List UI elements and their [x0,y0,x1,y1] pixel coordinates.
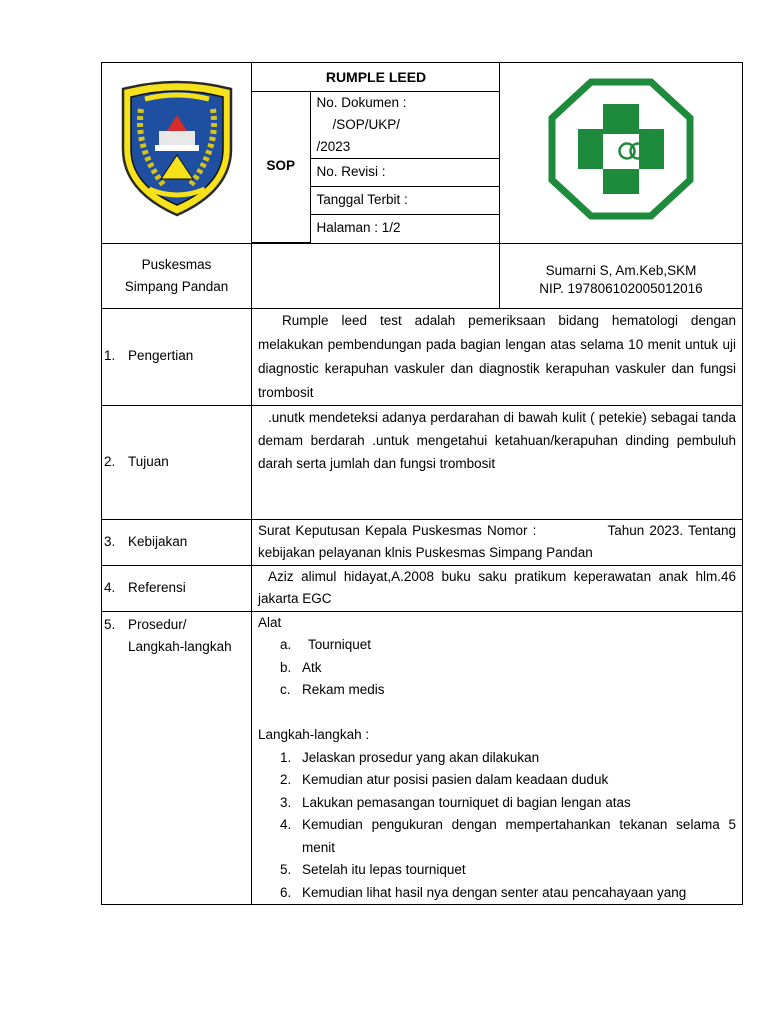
procedure-cell [252,611,743,905]
list-item: 4. Kemudian pengukuran dengan mempertahankan tekanan selama 5 menit [280,817,736,855]
section-text: Rumple leed test adalah pemeriksaan bidang hematologi dengan melakukan pembendungan pada bagian lengan atas selama 10 menit untuk uji diagnostic kerapuhan vaskuler dan diagnostik kerapuhan vaskuler dan fungsi trombosit [252,309,743,406]
list-item: 5. Setelah itu lepas tourniquet [280,862,466,877]
signer-nip: NIP. 197806102005012016 [539,280,703,296]
doc-number-label: No. Dokumen : [316,94,407,110]
list-item: a. Tourniquet [280,637,372,652]
section-label-cell [102,405,252,519]
section-label: Tujuan [128,453,169,469]
revision-number: No. Revisi : [310,158,500,186]
puskesmas-logo-icon [548,78,694,220]
doc-number-value-2: /2023 [316,138,351,154]
regency-logo-cell [102,63,252,244]
section-label-cell [102,519,252,565]
sop-document [101,62,742,905]
doc-number-cell [310,91,500,158]
list-item: 1. Jelaskan prosedur yang akan dilakukan [280,749,540,765]
section-number: 4. [104,579,116,595]
section-label-2: Langkah-langkah [128,639,232,654]
section-number: 3. [104,533,116,549]
sop-label: SOP [252,91,310,242]
section-label: Referensi [128,579,186,595]
section-text: Aziz alimul hidayat,A.2008 buku saku pratikum keperawatan anak hlm.46 jakarta EGC [252,565,743,611]
section-number: 2. [104,453,116,469]
section-label: Kebijakan [128,533,188,549]
list-item: b. Atk [280,659,322,675]
sop-meta-cell [252,63,500,244]
section-label: Prosedur/ [128,616,187,632]
steps-list [258,747,736,905]
section-label-cell [102,309,252,406]
institution-name-cell [102,243,252,308]
signer-name: Sumarni S, Am.Keb,SKM [545,262,697,278]
signer-cell [500,243,743,308]
section-label-cell [102,611,252,905]
puskesmas-logo-cell [500,63,743,244]
tools-heading: Alat [258,614,282,630]
list-item: 2. Kemudian atur posisi pasien dalam keadaan duduk [280,772,609,787]
sop-title: RUMPLE LEED [252,63,500,91]
section-label: Pengertian [128,348,194,364]
sop-content-table [101,309,743,906]
section-text: Surat Keputusan Kepala Puskesmas Nomor : Tahun 2023. Tentang kebijakan pelayanan klnis Puskesmas Simpang Pandan [252,519,743,565]
section-label-cell [102,565,252,611]
sop-meta-table [252,63,500,243]
institution-name-line2: Simpang Pandan [124,278,229,294]
steps-heading: Langkah-langkah : [258,727,370,742]
section-text: .unutk mendeteksi adanya perdarahan di bawah kulit ( petekie) sebagai tanda demam berdarah .untuk mengetahui ketahuan/kerapuhan dinding pembuluh darah serta jumlah dan fungsi trombosit [252,405,743,519]
issue-date: Tanggal Terbit : [310,186,500,214]
regency-emblem-icon [115,79,239,219]
tools-list [258,634,736,702]
sop-header-table [101,62,743,309]
list-item: c. Rekam medis [280,682,385,697]
list-item: 3. Lakukan pemasangan tourniquet di bagian lengan atas [280,794,631,810]
list-item: 6. Kemudian lihat hasil nya dengan senter atau pencahayaan yang [280,884,687,900]
section-number: 5. [104,616,116,632]
doc-number-value-1: /SOP/UKP/ [332,116,401,132]
signature-cell [252,243,500,308]
page-number: Halaman : 1/2 [316,220,401,235]
institution-name-line1: Puskesmas [141,256,212,272]
section-number: 1. [104,348,116,364]
